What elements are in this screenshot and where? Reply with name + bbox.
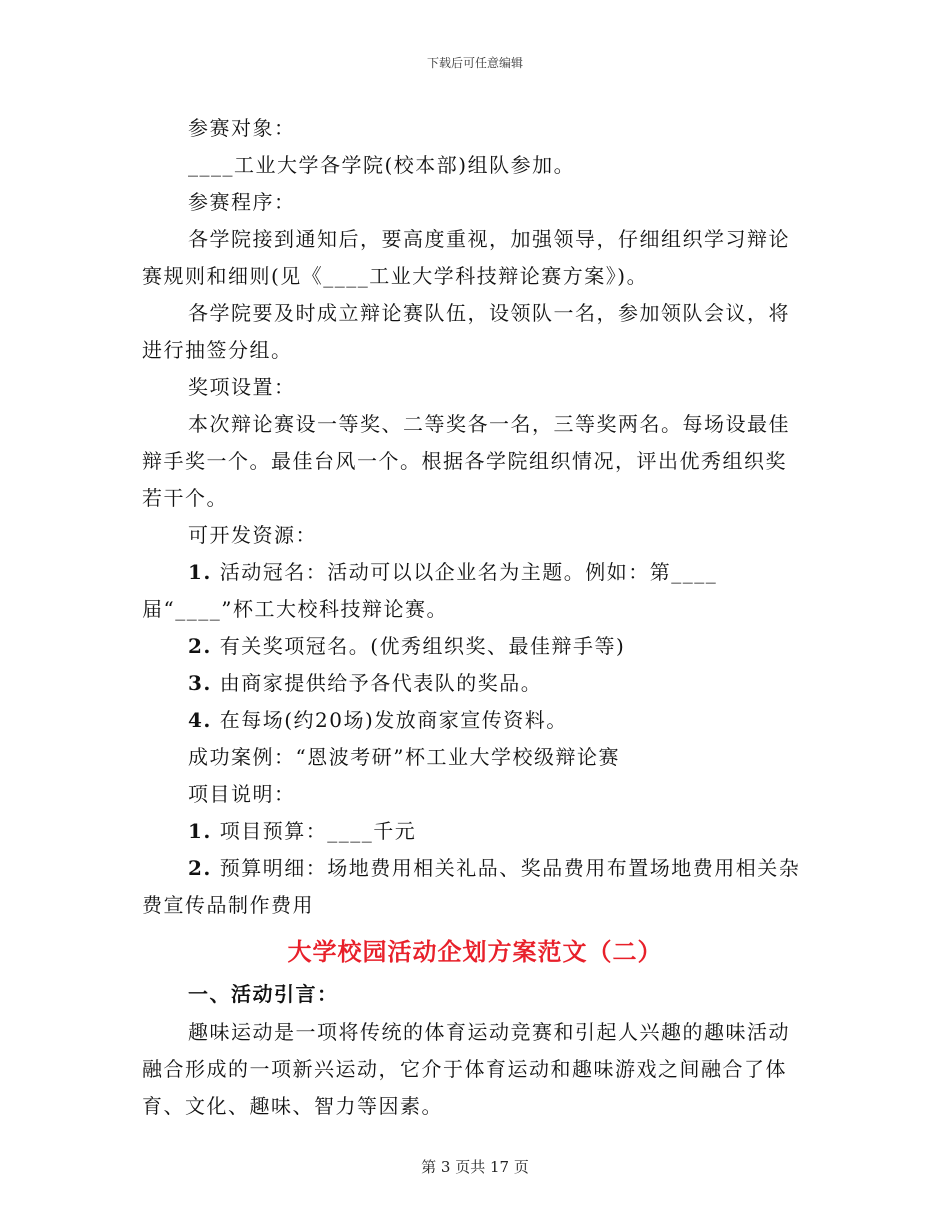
paragraph-intro: 趣味运动是一项将传统的体育运动竞赛和引起人兴趣的趣味活动融合形成的一项新兴运动，它介于体育运动和趣味游戏之间融合了体育、文化、趣味、智力等因素。 — [142, 1020, 790, 1118]
list-item-text: 由商家提供给予各代表队的奖品。 — [219, 671, 543, 695]
list-item — [142, 628, 808, 665]
list-item — [142, 813, 808, 850]
list-item — [142, 702, 808, 739]
list-item-number: 1. — [188, 560, 212, 584]
paragraph-participants-label: 参赛对象： — [188, 116, 296, 140]
list-item-number: 1. — [188, 819, 212, 843]
list-item-text: 活动冠名：活动可以以企业名为主题。例如：第____届“____”杯工大校科技辩论赛。 — [142, 560, 718, 621]
paragraph-procedure-1: 各学院接到通知后，要高度重视，加强领导，仔细组织学习辩论赛规则和细则(见《____工业大学科技辩论赛方案》)。 — [142, 227, 790, 288]
list-item — [142, 665, 808, 702]
list-item — [142, 554, 808, 628]
list-item-number: 2. — [188, 856, 212, 880]
paragraph-project-label: 项目说明： — [188, 782, 296, 806]
paragraph-resources-label: 可开发资源： — [188, 523, 317, 547]
list-item-number: 3. — [188, 671, 212, 695]
list-item-text: 预算明细：场地费用相关礼品、奖品费用布置场地费用相关杂费宣传品制作费用 — [142, 856, 801, 917]
page-number: 第 3 页共 17 页 — [421, 1158, 529, 1176]
list-item-text: 项目预算：____千元 — [219, 819, 417, 843]
paragraph-awards: 本次辩论赛设一等奖、二等奖各一名，三等奖两名。每场设最佳辩手奖一个。最佳台风一个。根据各学院组织情况，评出优秀组织奖若干个。 — [142, 412, 790, 510]
list-item-number: 4. — [188, 708, 212, 732]
list-item-number: 2. — [188, 634, 212, 658]
paragraph-success-case: 成功案例：“恩波考研”杯工业大学校级辩论赛 — [188, 745, 620, 769]
paragraph-procedure-label: 参赛程序： — [188, 190, 296, 214]
document-body — [142, 110, 808, 1125]
sub-heading: 一、活动引言： — [188, 982, 339, 1006]
section-title: 大学校园活动企划方案范文（二） — [287, 937, 663, 966]
list-item-text: 在每场(约20场)发放商家宣传资料。 — [219, 708, 568, 732]
list-item — [142, 850, 808, 924]
list-item-text: 有关奖项冠名。(优秀组织奖、最佳辩手等) — [219, 634, 626, 658]
paragraph-procedure-2: 各学院要及时成立辩论赛队伍，设领队一名，参加领队会议，将进行抽签分组。 — [142, 301, 790, 362]
paragraph-participants: ____工业大学各学院(校本部)组队参加。 — [188, 153, 576, 177]
header-note: 下载后可任意编辑 — [426, 56, 523, 70]
paragraph-awards-label: 奖项设置： — [188, 375, 296, 399]
